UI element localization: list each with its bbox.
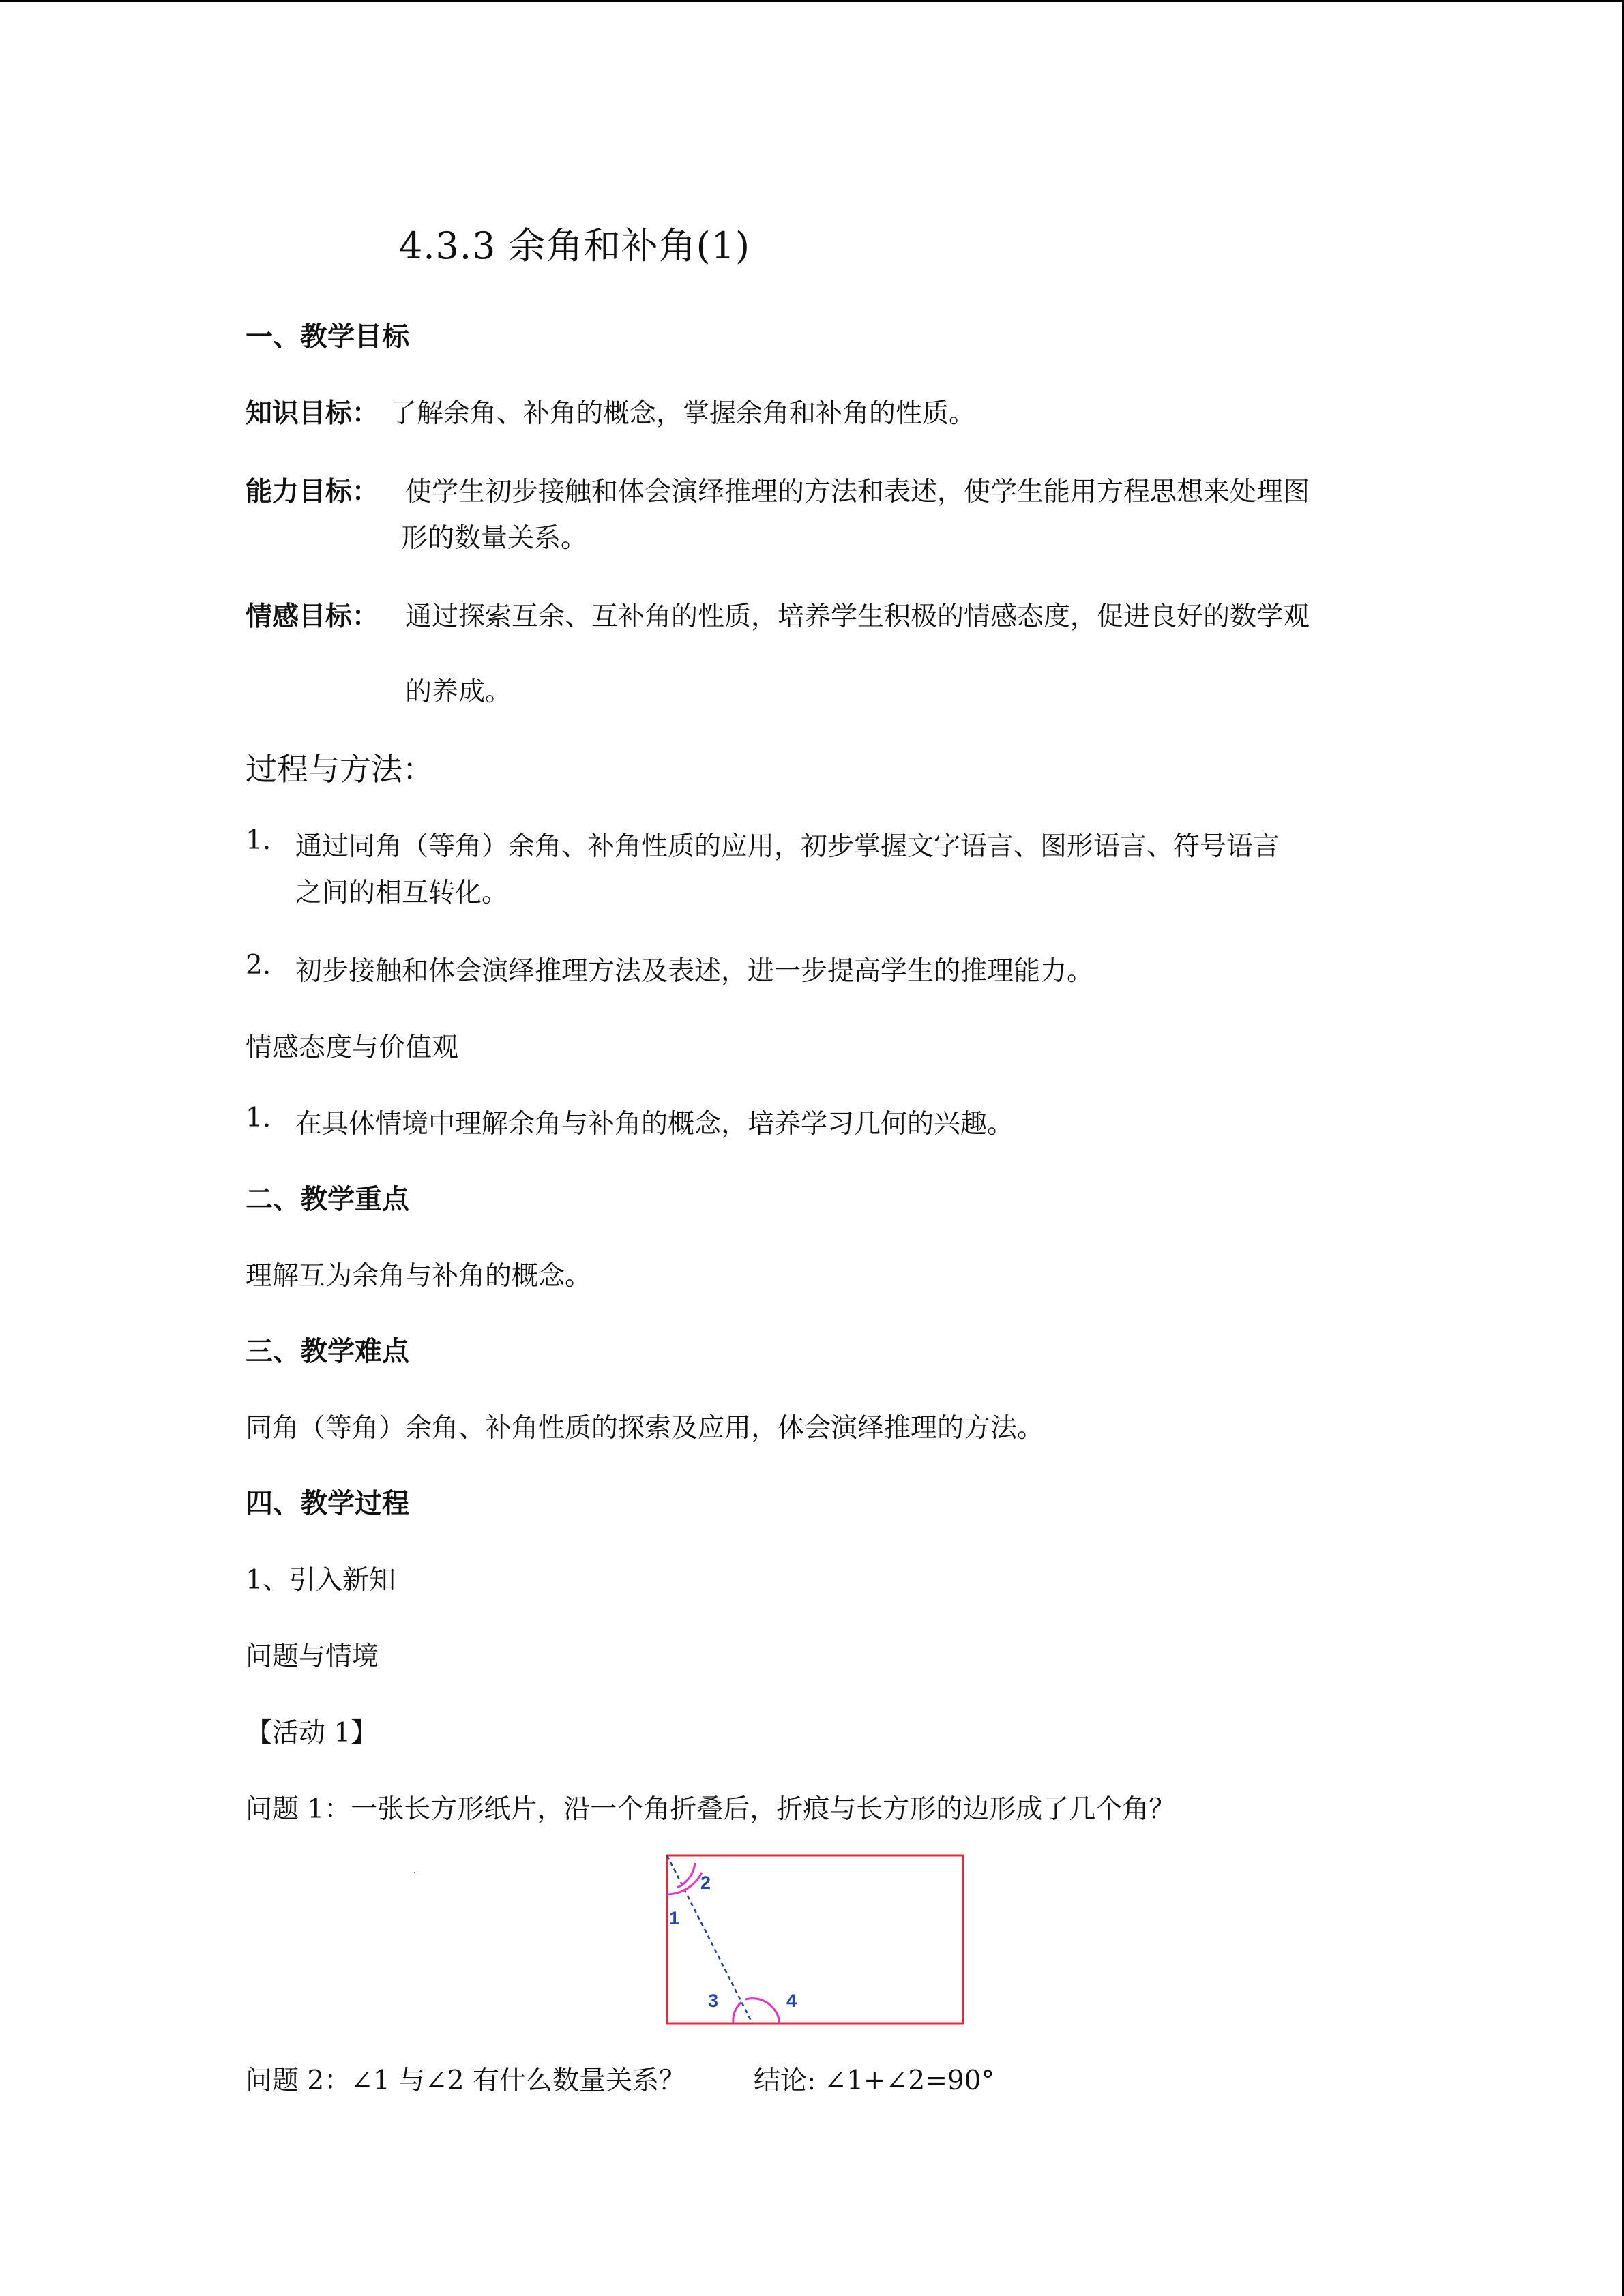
attitude-item1-text: 在具体情境中理解余角与补角的概念，培养学习几何的兴趣。 (295, 1109, 1014, 1139)
ability-goal-text-line1: 使学生初步接触和体会演绎推理的方法和表述，使学生能用方程思想来处理图 (405, 477, 1310, 507)
attitude-values-heading: 情感态度与价值观 (246, 1032, 459, 1063)
process-item1-text-line2: 之间的相互转化。 (295, 878, 509, 908)
conclusion-text: 结论: ∠1+∠2=90° (754, 2066, 994, 2096)
question-2: 问题 2：∠1 与∠2 有什么数量关系？ (246, 2066, 685, 2096)
subsection-introduce: 1、引入新知 (246, 1565, 396, 1596)
activity-label: 【活动 1】 (246, 1718, 378, 1748)
emotion-goal-label: 情感目标： (246, 601, 379, 632)
section-heading-difficulties: 三、教学难点 (246, 1336, 409, 1367)
question-1: 问题 1：一张长方形纸片，沿一个角折叠后，折痕与长方形的边形成了几个角？ (246, 1794, 1176, 1825)
subsection-problem-situation: 问题与情境 (246, 1641, 379, 1672)
stray-mark (414, 1872, 415, 1873)
section-heading-objectives: 一、教学目标 (246, 321, 409, 353)
section-heading-key-points: 二、教学重点 (246, 1184, 409, 1215)
knowledge-goal-label: 知识目标： (246, 398, 379, 429)
folded-rectangle-figure (665, 1853, 965, 2025)
ability-goal-label: 能力目标： (246, 477, 379, 507)
section-heading-teaching-process: 四、教学过程 (246, 1488, 409, 1519)
process-item2-text: 初步接触和体会演绎推理方法及表述，进一步提高学生的推理能力。 (295, 956, 1094, 987)
attitude-item1-number: 1. (246, 1103, 271, 1133)
page-top-border (0, 0, 1624, 2)
angle-3-arc (733, 2002, 741, 2023)
ability-goal-text-line2: 形的数量关系。 (401, 523, 588, 554)
angle-label-1: 1 (669, 1908, 680, 1928)
emotion-goal-text-line2: 的养成。 (405, 676, 512, 707)
angle-label-4: 4 (786, 1991, 797, 2011)
emotion-goal-text-line1: 通过探索互余、互补角的性质，培养学生积极的情感态度，促进良好的数学观 (405, 601, 1310, 632)
page-title: 4.3.3 余角和补角(1) (399, 224, 751, 267)
difficulties-text: 同角（等角）余角、补角性质的探索及应用，体会演绎推理的方法。 (246, 1413, 1044, 1444)
knowledge-goal-text: 了解余角、补角的概念，掌握余角和补角的性质。 (390, 398, 976, 429)
process-method-heading: 过程与方法： (246, 751, 434, 788)
process-item2-number: 2. (246, 950, 271, 981)
process-item1-number: 1. (246, 825, 271, 856)
angle-label-2: 2 (700, 1873, 711, 1893)
key-points-text: 理解互为余角与补角的概念。 (246, 1261, 592, 1292)
angle-label-3: 3 (708, 1991, 719, 2011)
process-item1-text-line1: 通过同角（等角）余角、补角性质的应用，初步掌握文字语言、图形语言、符号语言 (295, 831, 1280, 862)
